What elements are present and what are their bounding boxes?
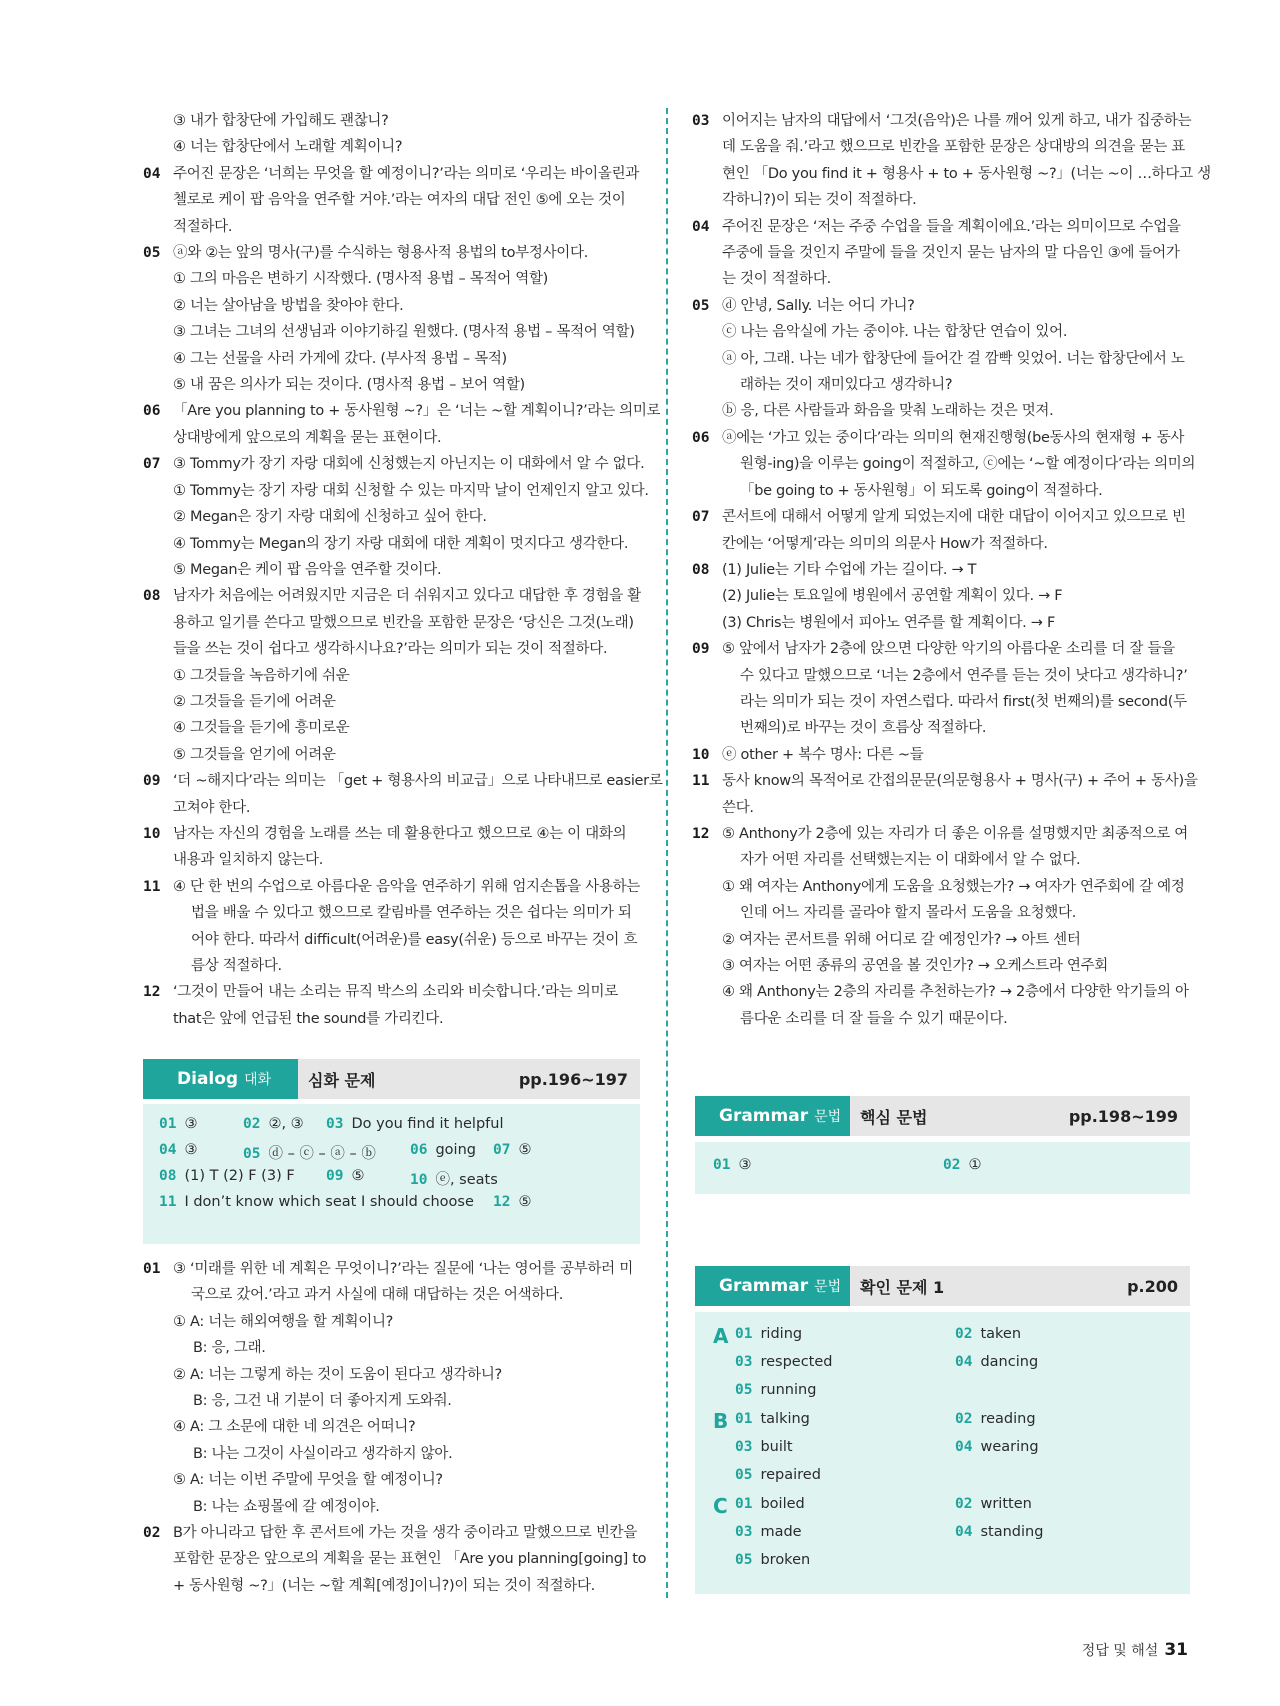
entry-line: ‘그것이 만들어 내는 소리는 뮤직 박스의 소리와 비슷합니다.’라는 의미로 — [173, 984, 618, 1001]
answer-entry — [143, 821, 640, 874]
answer-item — [159, 1142, 197, 1158]
answer-entry — [692, 821, 1192, 1032]
entry-line: 상대방에게 앞으로의 계획을 묻는 표현이다. — [173, 429, 442, 446]
answer-number: 08 — [159, 1168, 177, 1184]
entry-line: ② 여자는 콘서트를 위해 어디로 갈 예정인가? → 아트 센터 — [722, 931, 1081, 948]
section-tag: Grammar 문법 — [695, 1096, 850, 1136]
entry-number: 06 — [143, 403, 161, 420]
entry-line: ① 왜 여자는 Anthony에게 도움을 요청했는가? → 여자가 연주회에 갈 예정 — [722, 878, 1185, 895]
entry-body — [722, 293, 1192, 425]
answer-value: running — [760, 1382, 817, 1398]
entry-body — [173, 108, 640, 134]
entry-number: 12 — [692, 825, 710, 842]
answer-number: 03 — [735, 1524, 753, 1540]
answer-item — [713, 1157, 751, 1173]
answer-value: ① — [968, 1157, 982, 1173]
answer-entry — [692, 557, 1192, 636]
entry-body — [173, 451, 649, 583]
answer-entry — [143, 979, 640, 1032]
dialog-answer-box — [143, 1104, 640, 1244]
answer-value: ③ — [738, 1157, 752, 1173]
answer-entry — [692, 504, 1192, 557]
entry-line: ⑤ 그것들을 얻기에 어려운 — [173, 746, 336, 763]
answer-value: ③ — [184, 1142, 198, 1158]
answer-number: 05 — [735, 1552, 753, 1568]
entry-line: ④ A: 그 소문에 대한 네 의견은 어떠니? — [173, 1419, 416, 1436]
section-letter: A — [713, 1324, 729, 1348]
answer-number: 05 — [735, 1382, 753, 1398]
answer-value: built — [760, 1439, 793, 1455]
answer-value: ⑤ — [518, 1142, 532, 1158]
entry-body — [722, 557, 1192, 636]
answer-item — [735, 1382, 816, 1398]
entry-number-spacer — [143, 134, 173, 160]
answer-item — [410, 1142, 476, 1158]
answer-item — [410, 1168, 498, 1189]
section-pages: pp.198~199 — [1068, 1106, 1178, 1126]
entry-number: 04 — [143, 165, 161, 182]
entry-line: 각하니?)이 되는 것이 적절하다. — [722, 192, 917, 209]
entry-line: 주어진 문장은 ‘너희는 무엇을 할 예정이니?’라는 의미로 ‘우리는 바이올린과 — [173, 165, 640, 182]
section-title: 심화 문제 — [308, 1070, 376, 1090]
entry-body — [722, 821, 1192, 1032]
section-letter: C — [713, 1494, 728, 1518]
entry-line: ⑤ Megan은 케이 팝 음악을 연주할 것이다. — [173, 561, 442, 578]
answer-item — [159, 1116, 197, 1132]
entry-body — [173, 161, 640, 240]
answer-value: I don’t know which seat I should choose — [184, 1194, 474, 1210]
section-title: 확인 문제 1 — [860, 1277, 945, 1297]
left-top-entries — [143, 108, 663, 1032]
answer-item — [243, 1142, 376, 1163]
entry-line: 자가 어떤 자리를 선택했는지는 이 대화에서 알 수 없다. — [740, 852, 1081, 869]
entry-line: 법을 배울 수 있다고 했으므로 칼림바를 연주하는 것은 쉽다는 의미가 되 — [191, 905, 632, 922]
answer-item — [735, 1439, 793, 1455]
answer-entry — [143, 451, 649, 583]
dialog-section-header — [143, 1059, 640, 1099]
entry-body — [722, 214, 1192, 293]
answer-value: made — [760, 1524, 802, 1540]
answer-item — [943, 1157, 981, 1173]
answer-number: 02 — [243, 1116, 261, 1132]
entry-line: 들을 쓰는 것이 쉽다고 생각하시나요?’라는 의미가 되는 것이 적절하다. — [173, 641, 608, 658]
entry-number: 04 — [692, 218, 710, 235]
entry-line: ⑤ Anthony가 2층에 있는 자리가 더 좋은 이유를 설명했지만 최종적으로 여 — [722, 825, 1188, 842]
entry-line: ② A: 너는 그렇게 하는 것이 도움이 된다고 생각하니? — [173, 1366, 502, 1383]
entry-number: 11 — [692, 773, 710, 790]
answer-entry — [692, 293, 1192, 425]
entry-number: 11 — [143, 878, 161, 895]
answer-item — [955, 1439, 1039, 1455]
entry-line: B: 나는 그것이 사실이라고 생각하지 않아. — [193, 1445, 453, 1462]
answer-number: 05 — [735, 1467, 753, 1483]
entry-line: ③ 내가 합창단에 가입해도 괜찮니? — [173, 113, 389, 129]
entry-line: 현인 「Do you find it + 형용사 + to + 동사원형 ~?」(너는 ~이 …하다고 생 — [722, 165, 1211, 182]
entry-line: 남자가 처음에는 어려웠지만 지금은 더 쉬워지고 있다고 대답한 후 경험을 활 — [173, 588, 642, 605]
entry-line: 번째의)로 바꾸는 것이 흐름상 적절하다. — [740, 720, 987, 737]
section-tag: Dialog 대화 — [143, 1059, 298, 1099]
entry-line: + 동사원형 ~?」(너는 ~할 계획[예정]이니?)이 되는 것이 적절하다. — [173, 1577, 595, 1594]
entry-body — [722, 425, 1195, 504]
entry-line: 름상 적절하다. — [191, 958, 282, 974]
entry-line: ⓒ 나는 음악실에 가는 중이야. 나는 합창단 연습이 있어. — [722, 324, 1068, 341]
answer-entry — [143, 108, 640, 134]
entry-line: ④ 단 한 번의 수업으로 아름다운 음악을 연주하기 위해 엄지손톱을 사용하는 — [173, 878, 640, 895]
right-column — [692, 108, 1211, 1032]
answer-entry — [143, 240, 640, 398]
page-footer — [1082, 1640, 1188, 1660]
answer-number: 03 — [735, 1439, 753, 1455]
grammar-check-answer-box — [695, 1312, 1190, 1594]
answer-item — [955, 1496, 1032, 1512]
entry-line: 적절하다. — [173, 218, 233, 235]
answer-number: 10 — [410, 1172, 428, 1188]
entry-body — [173, 240, 640, 398]
entry-line: 원형-ing)을 이루는 going이 적절하고, ⓒ에는 ‘~할 예정이다’라는 의미의 — [740, 456, 1196, 473]
answer-value: dancing — [980, 1354, 1039, 1370]
answer-item — [159, 1194, 474, 1210]
entry-body — [722, 742, 1192, 768]
answer-value: boiled — [760, 1496, 805, 1512]
entry-number: 08 — [692, 561, 710, 578]
answer-entry — [143, 874, 640, 980]
answer-entry — [692, 425, 1196, 504]
column-divider — [666, 108, 668, 1598]
answer-value: wearing — [980, 1439, 1039, 1455]
entry-line: ① A: 너는 해외여행을 할 계획이니? — [173, 1313, 394, 1330]
answer-entry — [143, 583, 640, 768]
entry-number-spacer — [143, 108, 173, 134]
entry-body — [173, 583, 641, 768]
answer-number: 06 — [410, 1142, 428, 1158]
answer-number: 02 — [955, 1411, 973, 1427]
entry-body — [173, 1520, 646, 1599]
entry-number: 07 — [143, 456, 161, 473]
answer-entry — [143, 1520, 647, 1599]
answer-entry — [692, 214, 1192, 293]
entry-line: 데 도움을 줘.’라고 했으므로 빈칸을 포함한 문장은 상대방의 의견을 묻는 표 — [722, 139, 1185, 156]
entry-line: ③ ‘미래를 위한 네 계획은 무엇이니?’라는 질문에 ‘나는 영어를 공부하러 미 — [173, 1261, 633, 1277]
answer-value: ⑤ — [518, 1194, 532, 1210]
entry-line: 국으로 갔어.’라고 과거 사실에 대해 대답하는 것은 어색하다. — [191, 1287, 564, 1304]
answer-number: 03 — [326, 1116, 344, 1132]
answer-number: 04 — [955, 1524, 973, 1540]
entry-number: 08 — [143, 588, 161, 605]
right-top-entries — [692, 108, 1211, 1032]
answer-item — [955, 1524, 1043, 1540]
page-number: 31 — [1164, 1640, 1188, 1660]
answer-item — [955, 1411, 1036, 1427]
answer-entry — [143, 398, 661, 451]
entry-line: ① Tommy는 장기 자랑 대회 신청할 수 있는 마지막 날이 언제인지 알고 있다. — [173, 482, 649, 499]
answer-item — [735, 1354, 833, 1370]
answer-item — [735, 1496, 805, 1512]
entry-body — [173, 768, 663, 821]
entry-line: 칸에는 ‘어떻게’라는 의미의 의문사 How가 적절하다. — [722, 535, 1048, 552]
entry-line: B: 나는 쇼핑몰에 갈 예정이야. — [193, 1498, 380, 1515]
answer-number: 01 — [713, 1157, 731, 1173]
answer-value: (1) T (2) F (3) F — [184, 1168, 295, 1184]
answer-value: reading — [980, 1411, 1036, 1427]
entry-line: ③ 여자는 어떤 종류의 공연을 볼 것인가? → 오케스트라 연주회 — [722, 958, 1108, 974]
answer-value: standing — [980, 1524, 1044, 1540]
answer-number: 01 — [735, 1326, 753, 1342]
entry-body — [173, 1256, 640, 1520]
answer-value: respected — [760, 1354, 833, 1370]
answer-item — [493, 1194, 531, 1210]
entry-body — [173, 874, 640, 980]
entry-line: ⑤ 앞에서 남자가 2층에 앉으면 다양한 악기의 아름다운 소리를 더 잘 들을 — [722, 641, 1175, 658]
entry-line: ② 너는 살아남을 방법을 찾아야 한다. — [173, 297, 404, 314]
answer-entry — [143, 1256, 640, 1520]
entry-number: 03 — [692, 113, 710, 129]
answer-item — [955, 1326, 1021, 1342]
section-title: 핵심 문법 — [860, 1107, 928, 1127]
answer-value: ③ — [184, 1116, 198, 1132]
left-column — [143, 108, 663, 1032]
answer-item — [955, 1354, 1038, 1370]
entry-number: 01 — [143, 1261, 161, 1277]
answer-item — [735, 1524, 802, 1540]
entry-number: 05 — [143, 245, 161, 262]
answer-item — [735, 1467, 821, 1483]
entry-number: 05 — [692, 297, 710, 314]
answer-value: broken — [760, 1552, 811, 1568]
entry-line: 남자는 자신의 경험을 노래를 쓰는 데 활용한다고 했으므로 ④는 이 대화의 — [173, 825, 627, 842]
left-bottom-entries — [143, 1256, 647, 1599]
answer-number: 02 — [955, 1326, 973, 1342]
entry-body — [722, 504, 1192, 557]
answer-value: talking — [760, 1411, 810, 1427]
answer-item — [326, 1116, 504, 1132]
entry-line: ① 그것들을 녹음하기에 쉬운 — [173, 667, 350, 684]
answer-item — [493, 1142, 531, 1158]
answer-item — [326, 1168, 364, 1184]
entry-line: 수 있다고 말했으므로 ‘너는 2층에서 연주를 듣는 것이 낫다고 생각하니?’ — [740, 667, 1188, 684]
entry-line: ‘더 ~해지다’라는 의미는 「get + 형용사의 비교급」으로 나타내므로 easier로 — [173, 773, 663, 790]
answer-entry — [692, 768, 1198, 821]
answer-number: 12 — [493, 1194, 511, 1210]
entry-line: 첼로로 케이 팝 음악을 연주할 거야.’라는 여자의 대답 전인 ⑤에 오는 것이 — [173, 192, 626, 209]
entry-line: (3) Chris는 병원에서 피아노 연주를 할 계획이다. → F — [722, 614, 1055, 631]
answer-value: ⓔ, seats — [435, 1172, 498, 1188]
entry-line: ④ 그것들을 듣기에 흥미로운 — [173, 720, 350, 737]
entry-line: 포함한 문장은 앞으로의 계획을 묻는 표현인 「Are you planning[going] to — [173, 1551, 647, 1568]
answer-value: riding — [760, 1326, 803, 1342]
answer-item — [159, 1168, 295, 1184]
entry-line: 고쳐야 한다. — [173, 799, 251, 816]
entry-line: B: 응, 그래. — [193, 1340, 266, 1357]
answer-number: 04 — [955, 1439, 973, 1455]
entry-line: ⑤ 내 꿈은 의사가 되는 것이다. (명사적 용법 – 보어 역할) — [173, 377, 525, 394]
entry-line: ⓐ 아, 그래. 나는 네가 합창단에 들어간 걸 깜빡 잊었어. 너는 합창단에서 노 — [722, 350, 1185, 367]
entry-line: 름다운 소리를 더 잘 들을 수 있기 때문이다. — [740, 1010, 1008, 1027]
entry-line: ⓐ에는 ‘가고 있는 중이다’라는 의미의 현재진행형(be동사의 현재형 + 동사 — [722, 429, 1185, 446]
entry-line: 주중에 들을 것인지 주말에 들을 것인지 묻는 남자의 말 다음인 ③에 들어가 — [722, 245, 1180, 262]
entry-line: ⑤ A: 너는 이번 주말에 무엇을 할 예정이니? — [173, 1472, 443, 1489]
answer-number: 04 — [955, 1354, 973, 1370]
entry-line: B가 아니라고 답한 후 콘서트에 가는 것을 생각 중이라고 말했으므로 빈칸을 — [173, 1525, 637, 1542]
answer-value: taken — [980, 1326, 1022, 1342]
answer-value: ⑤ — [351, 1168, 365, 1184]
answer-number: 01 — [735, 1496, 753, 1512]
entry-line: ⓐ와 ②는 앞의 명사(구)를 수식하는 형용사적 용법의 to부정사이다. — [173, 245, 589, 262]
entry-line: ⓔ other + 복수 명사: 다른 ~들 — [722, 746, 924, 763]
entry-line: 래하는 것이 재미있다고 생각하니? — [740, 377, 953, 394]
entry-number: 10 — [692, 746, 710, 763]
entry-number: 09 — [143, 773, 161, 790]
answer-number: 05 — [243, 1146, 261, 1162]
entry-body — [173, 398, 660, 451]
entry-line: 어야 한다. 따라서 difficult(어려운)를 easy(쉬운) 등으로 바꾸는 것이 흐 — [191, 931, 638, 948]
answer-number: 11 — [159, 1194, 177, 1210]
footer-label: 정답 및 해설 — [1081, 1643, 1159, 1659]
entry-line: 「be going to + 동사원형」이 되도록 going이 적절하다. — [740, 482, 1103, 499]
answer-entry — [692, 636, 1192, 742]
answer-entry — [692, 108, 1211, 214]
answer-item — [735, 1552, 810, 1568]
answer-number: 04 — [159, 1142, 177, 1158]
answer-item — [243, 1116, 304, 1132]
answer-value: ⓓ – ⓒ – ⓐ – ⓑ — [268, 1146, 376, 1162]
answer-number: 03 — [735, 1354, 753, 1370]
grammar-core-answer-box — [695, 1142, 1190, 1194]
entry-body — [173, 979, 640, 1032]
entry-line: 는 것이 적절하다. — [722, 271, 831, 288]
entry-line: ⓑ 응, 다른 사람들과 화음을 맞춰 노래하는 것은 멋져. — [722, 403, 1054, 420]
entry-line: 동사 know의 목적어로 간접의문문(의문형용사 + 명사(구) + 주어 + 동사)을 — [722, 773, 1198, 790]
grammar-core-section-header — [695, 1096, 1190, 1136]
answer-entry — [143, 161, 640, 240]
answer-entry — [692, 742, 1192, 768]
entry-body — [722, 636, 1192, 742]
section-pages: p.200 — [1127, 1276, 1178, 1296]
entry-line: 콘서트에 대해서 어떻게 알게 되었는지에 대한 대답이 이어지고 있으므로 빈 — [722, 509, 1186, 526]
entry-body — [722, 768, 1198, 821]
answer-item — [735, 1326, 802, 1342]
entry-line: 주어진 문장은 ‘저는 주중 수업을 들을 계획이에요.’라는 의미이므로 수업을 — [722, 218, 1181, 235]
entry-line: ④ 너는 합창단에서 노래할 계획이니? — [173, 139, 403, 156]
entry-number: 12 — [143, 984, 161, 1001]
entry-line: ② Megan은 장기 자랑 대회에 신청하고 싶어 한다. — [173, 509, 487, 526]
entry-line: that은 앞에 언급된 the sound를 가리킨다. — [173, 1010, 444, 1027]
answer-value: repaired — [760, 1467, 821, 1483]
grammar-check-section-header — [695, 1266, 1190, 1306]
entry-body — [722, 108, 1211, 214]
entry-line: (1) Julie는 기타 수업에 가는 길이다. → T — [722, 561, 977, 578]
answer-item — [735, 1411, 810, 1427]
answer-value: written — [980, 1496, 1032, 1512]
entry-line: B: 응, 그건 내 기분이 더 좋아지게 도와줘. — [193, 1393, 452, 1410]
entry-body — [173, 821, 640, 874]
entry-line: 내용과 일치하지 않는다. — [173, 852, 323, 869]
entry-line: 이어지는 남자의 대답에서 ‘그것(음악)은 나를 깨어 있게 하고, 내가 집중하는 — [722, 113, 1192, 129]
section-letter: B — [713, 1409, 729, 1433]
entry-line: ④ 왜 Anthony는 2층의 자리를 추천하는가? → 2층에서 다양한 악기들의 아 — [722, 984, 1189, 1001]
entry-line: ② 그것들을 듣기에 어려운 — [173, 693, 336, 710]
answer-number: 09 — [326, 1168, 344, 1184]
entry-line: ③ Tommy가 장기 자랑 대회에 신청했는지 아닌지는 이 대화에서 알 수 없다. — [173, 456, 645, 473]
entry-number: 09 — [692, 641, 710, 658]
answer-entry — [143, 768, 663, 821]
answer-value: going — [435, 1142, 476, 1158]
entry-line: 인데 어느 자리를 골라야 할지 몰라서 도움을 요청했다. — [740, 905, 1077, 922]
entry-line: ① 그의 마음은 변하기 시작했다. (명사적 용법 – 목적어 역할) — [173, 271, 549, 288]
answer-number: 07 — [493, 1142, 511, 1158]
entry-number: 10 — [143, 825, 161, 842]
entry-number: 06 — [692, 429, 710, 446]
entry-line: 용하고 일기를 쓴다고 말했으므로 빈칸을 포함한 문장은 ‘당신은 그것(노래) — [173, 614, 634, 631]
entry-line: ④ 그는 선물을 사러 가게에 갔다. (부사적 용법 – 목적) — [173, 350, 507, 367]
entry-number: 02 — [143, 1525, 161, 1542]
answer-entry — [143, 134, 640, 160]
entry-body — [173, 134, 640, 160]
answer-number: 01 — [735, 1411, 753, 1427]
entry-line: ③ 그녀는 그녀의 선생님과 이야기하길 원했다. (명사적 용법 – 목적어 역할) — [173, 324, 635, 341]
section-pages: pp.196~197 — [518, 1069, 628, 1089]
entry-line: ④ Tommy는 Megan의 장기 자랑 대회에 대한 계획이 멋지다고 생각한다. — [173, 535, 629, 552]
entry-line: ⓓ 안녕, Sally. 너는 어디 가니? — [722, 297, 915, 314]
entry-line: 라는 의미가 되는 것이 자연스럽다. 따라서 first(첫 번째의)를 second(두 — [740, 693, 1187, 710]
entry-line: 「Are you planning to + 동사원형 ~?」은 ‘너는 ~할 계획이니?’라는 의미로 — [173, 403, 661, 420]
entry-line: 쓴다. — [722, 799, 754, 816]
entry-line: (2) Julie는 토요일에 병원에서 공연할 계획이 있다. → F — [722, 588, 1063, 605]
answer-number: 01 — [159, 1116, 177, 1132]
answer-value: Do you find it helpful — [351, 1116, 504, 1132]
section-tag: Grammar 문법 — [695, 1266, 850, 1306]
entry-number: 07 — [692, 509, 710, 526]
answer-value: ②, ③ — [268, 1116, 304, 1132]
answer-number: 02 — [955, 1496, 973, 1512]
answer-number: 02 — [943, 1157, 961, 1173]
